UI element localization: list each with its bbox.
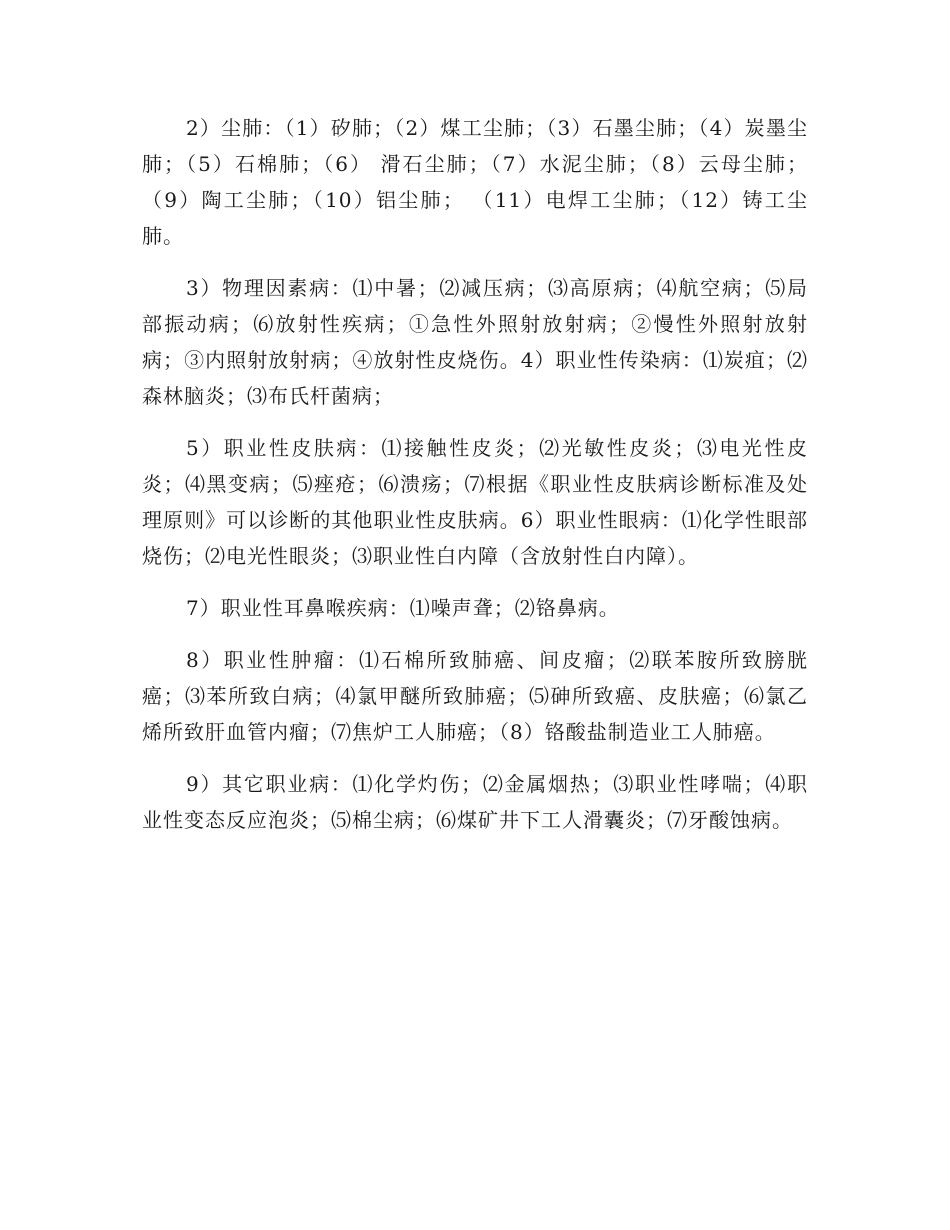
document-body xyxy=(142,110,808,854)
paragraph-ent-diseases: 7）职业性耳鼻喉疾病：⑴噪声聋；⑵铬鼻病。 xyxy=(186,596,620,620)
paragraph-occupational-skin-diseases: 5）职业性皮肤病：⑴接触性皮炎；⑵光敏性皮炎；⑶电光性皮炎；⑷黑变病；⑸痤疮；⑹溃疡；⑺根据《职业性皮肤病诊断标准及处理原则》可以诊断的其他职业性皮肤病。6）职业性眼病：⑴化学性眼部烧伤；⑵电光性眼炎；⑶职业性白内障（含放射性白内障）。 xyxy=(142,436,808,568)
paragraph-physical-factor-diseases: 3）物理因素病：⑴中暑；⑵减压病；⑶高原病；⑷航空病；⑸局部振动病；⑹放射性疾病；①急性外照射放射病；②慢性外照射放射病；③内照射放射病；④放射性皮烧伤。4）职业性传染病：⑴炭疽；⑵森林脑炎；⑶布氏杆菌病； xyxy=(142,276,808,408)
paragraph-occupational-tumors: 8）职业性肿瘤：⑴石棉所致肺癌、间皮瘤；⑵联苯胺所致膀胱癌；⑶苯所致白病；⑷氯甲醚所致肺癌；⑸砷所致癌、皮肤癌；⑹氯乙烯所致肝血管内瘤；⑺焦炉工人肺癌；（8）铬酸盐制造业工人肺癌。 xyxy=(142,648,808,744)
paragraph-other-occupational-diseases: 9）其它职业病：⑴化学灼伤；⑵金属烟热；⑶职业性哮喘；⑷职业性变态反应泡炎；⑸棉尘病；⑹煤矿井下工人滑囊炎；⑺牙酸蚀病。 xyxy=(142,772,808,832)
paragraph-pneumoconiosis: 2）尘肺：（1）矽肺；（2）煤工尘肺；（3）石墨尘肺；（4）炭墨尘肺；（5）石棉肺；（6） 滑石尘肺；（7）水泥尘肺；（8）云母尘肺；（9）陶工尘肺；（10）铝尘肺； （11）电焊工尘肺；（12）铸工尘肺。 xyxy=(142,116,808,248)
